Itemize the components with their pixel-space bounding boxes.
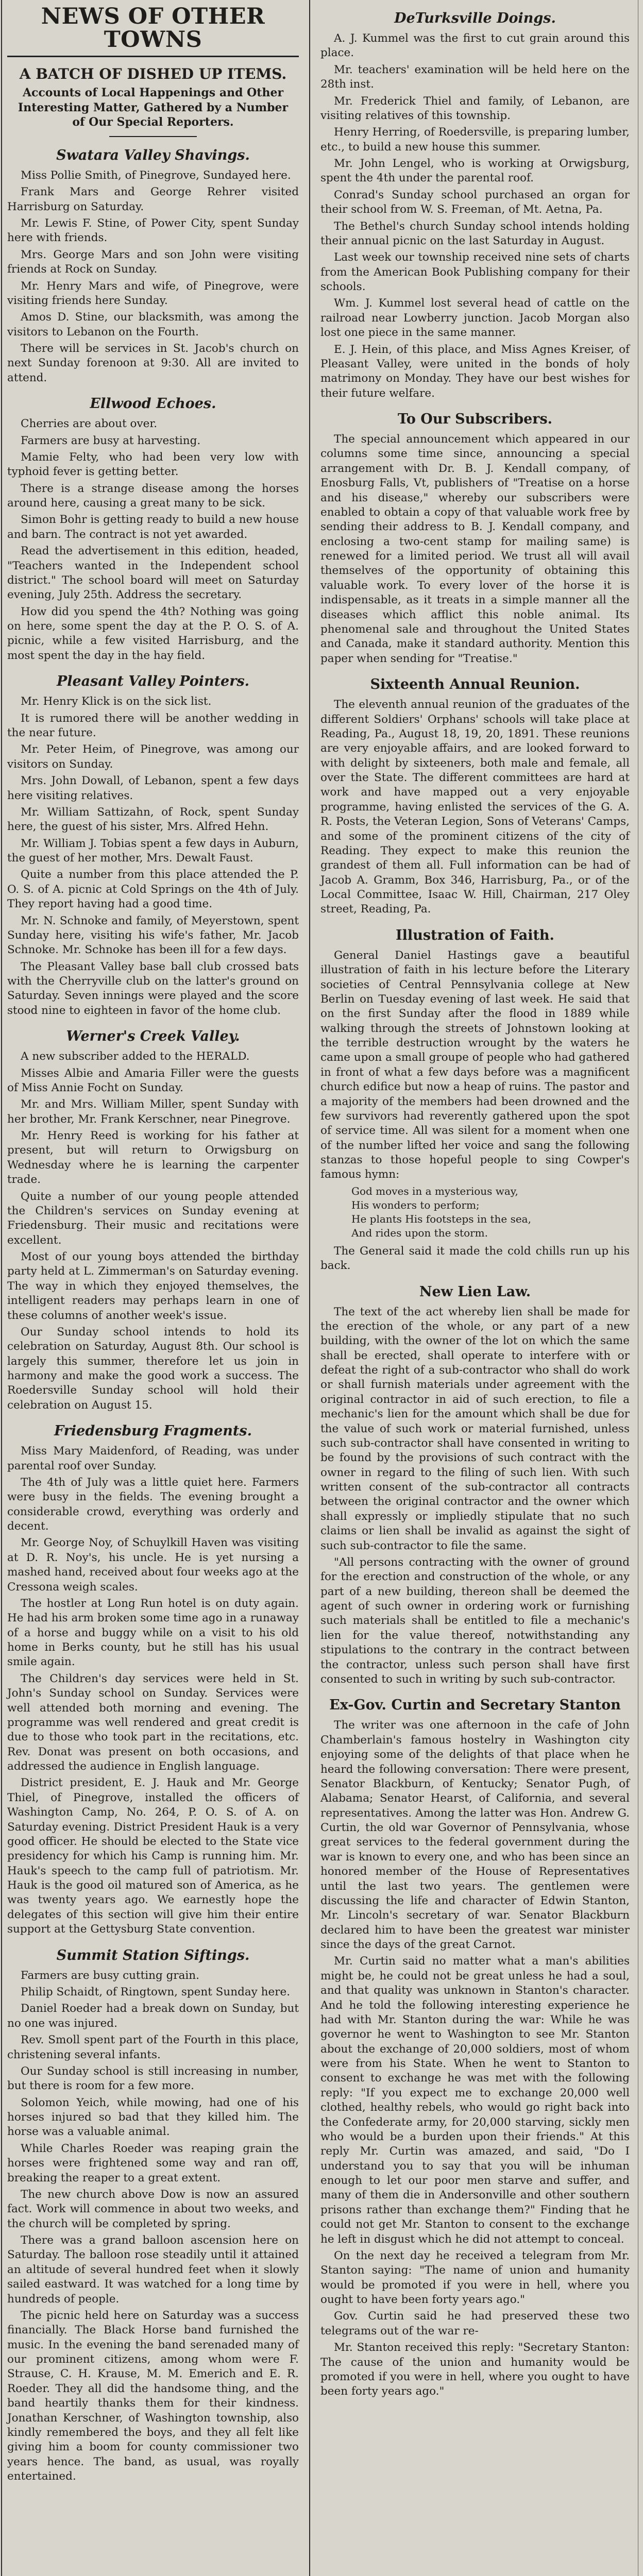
article-headline: Summit Station Siftings. [56,1947,250,1963]
article-paragraph: Quite a number from this place attended the P. O. S. of A. picnic at Cold Springs on the 4th of July. They report having had a good time. [7,868,299,911]
deck-subheadline: Accounts of Local Happenings and Other Interesting Matter, Gathered by a Number of Our Special Reporters. [18,86,289,129]
hymn-line: His wonders to perform; [351,1198,480,1211]
article-paragraph: A new subscriber added to the HERALD. [21,1050,250,1063]
article [320,10,630,401]
right-column [315,0,634,2576]
article [7,396,299,663]
article [320,1284,630,1687]
article-paragraph: Mr. Curtin said no matter what a man's abilities might be, he could not be great unless he had a soul, and that quality was unknown in Stanton's character. And he told the following interesting experience he had with Mr. Stanton during the war: While he was governor he went to Washington to see Mr. Stanton about the exchange of 20,000 soldiers, most of whom were from his State. When he went to Stanton to consent to exchange he was met with the following reply: "If you expect me to exchange 20,000 well clothed, healthy rebels, who would go right back into the Confederate army, for 20,000 starving, sickly men who would be a burden upon their friends." At this reply Mr. Curtin was amazed, and said, "Do I understand you to say that you will be inhuman enough to let our poor men starve and suffer, and many of them die in Andersonville and other southern prisons rather than exchange them?" Finding that he could not get Mr. Stanton to consent to the exchange he left in disgust which he did not attempt to conceal. [320,1955,630,2246]
article-headline: Swatara Valley Shavings. [56,147,250,163]
article-paragraph: The new church above Dow is now an assured fact. Work will commence in about two weeks, and the church will be completed by spring. [7,2188,299,2230]
article-paragraph: The text of the act whereby lien shall be made for the erection of the whole, or any part of a new building, with the owner of the lot on which the same shall be erected, shall operate to interfere with or defeat the right of a sub-contractor who shall do work or shall furnish materials under agreement with the original contractor in aid of such erection, to file a mechanic's lien for the amount which shall be due for the value of such work or material furnished, unless such sub-contractor shall have consented in writing to be found by the provisions of such contract with the owner in regard to the filing of such lien. With such written consent of the sub-contractor all contracts between the original contractor and the owner which shall expressly or impliedly stipulate that no such claims or lien shall be invalid as against the sight of such sub-contractor to file the same. [320,1305,630,1552]
article-headline: Werner's Creek Valley. [66,1028,240,1045]
article-paragraph: There will be services in St. Jacob's church on next Sunday forenoon at 9:30. All are invited to attend. [7,342,299,384]
article-paragraph: Read the advertisement in this edition, headed, "Teachers wanted in the Independent school district." The school board will meet on Saturday evening, July 25th. Address the secretary. [7,545,299,602]
article-paragraph: Miss Mary Maidenford, of Reading, was under parental roof over Sunday. [7,1445,299,1472]
masthead: NEWS OF OTHER TOWNS [7,5,299,57]
article [7,147,299,385]
article-paragraph: Mr. John Lengel, who is working at Orwigsburg, spent the 4th under the parental roof. [320,157,630,185]
left-articles [7,147,299,2484]
article-paragraph: Mr. Henry Klick is on the sick list. [21,695,212,708]
article-paragraph: Mrs. John Dowall, of Lebanon, spent a few days here visiting relatives. [7,774,299,802]
article-paragraph: Cherries are about over. [21,417,158,431]
article-paragraph: There is a strange disease among the horses around here, causing a great many to be sick. [7,482,299,510]
article-paragraph: Quite a number of our young people attended the Children's services on Sunday evening at Friedensburg. Their music and recitations were excellent. [7,1190,299,1247]
hymn-line: God moves in a mysterious way, [351,1184,518,1197]
article-paragraph: Simon Bohr is getting ready to build a new house and barn. The contract is not yet awarded. [7,513,299,541]
article-paragraph: "All persons contracting with the owner of ground for the erection and construction of the whole, or any part of a new building, thereon shall be deemed the agent of such owner in ordering work or furnishing such materials shall be entitled to file a mechanic's lien for the value thereof, notwithstanding any stipulations to the contrary in the contract between the contractor, unless such person shall have first consented to such in writing by such sub-contractor. [320,1555,630,1686]
article-headline: Illustration of Faith. [396,927,554,943]
article-paragraph: The 4th of July was a little quiet here. Farmers were busy in the fields. The evening brought a considerable crowd, everything was orderly and decent. [7,1476,299,1533]
article-paragraph: Mr. N. Schnoke and family, of Meyerstown, spent Sunday here, visiting his wife's father, Mr. Jacob Schnoke. Mr. Schnoke has been ill for a few days. [7,914,299,957]
article-headline: DeTurksville Doings. [394,10,556,26]
article-headline: New Lien Law. [419,1283,531,1300]
article-headline: Sixteenth Annual Reunion. [370,676,580,693]
article-paragraph: Solomon Yeich, while mowing, had one of his horses injured so bad that they killed him. The horse was a valuable animal. [7,2096,299,2139]
article-paragraph: The Children's day services were held in St. John's Sunday school on Sunday. Services were well attended both morning and evening. The programme was well rendered and great credit is due to those who took part in the recitations, etc. Rev. Donat was present on both occasions, and addressed the audience in English language. [7,1672,299,1773]
article-paragraph: On the next day he received a telegram from Mr. Stanton saying: "The name of union and humanity would be promoted if you were in hell, where you ought to have been forty years ago." [320,2249,630,2307]
article-paragraph: Mr. teachers' examination will be held here on the 28th inst. [320,63,630,91]
article-paragraph: Daniel Roeder had a break down on Sunday, but no one was injured. [7,2002,299,2030]
article-headline: To Our Subscribers. [397,411,553,428]
article-paragraph: The writer was one afternoon in the cafe of John Chamberlain's famous hostelry in Washington city enjoying some of the delights of that place when he heard the following conversation: There were present, Senator Blackburn, of Kentucky; Senator Pugh, of Alabama; Senator Hearst, of California, and several representatives. Among the latter was Hon. Andrew G. Curtin, the old war Governor of Pennsylvania, whose great services to the federal government during the war is known to every one, and who has been since an honored member of the House of Representatives until the last two years. The gentlemen were discussing the life and character of Edwin Stanton, Mr. Lincoln's secretary of war. Senator Blackburn declared him to have been the greatest war minister since the days of the great Carnot. [320,1719,630,1952]
article-paragraph: Mrs. George Mars and son John were visiting friends at Rock on Sunday. [7,248,299,276]
article [7,1947,299,2484]
article-paragraph: E. J. Hein, of this place, and Miss Agnes Kreiser, of Pleasant Valley, were united in the bonds of holy matrimony on Monday. They have our best wishes for their future welfare. [320,343,630,400]
article-paragraph: Farmers are busy cutting grain. [21,1969,199,1982]
article-paragraph: Mr. William Sattizahn, of Rock, spent Sunday here, the guest of his sister, Mrs. Alfred Hehn. [7,805,299,834]
article-paragraph: Henry Herring, of Roedersville, is preparing lumber, etc., to build a new house this summer. [320,126,630,154]
article-paragraph: Mr. George Noy, of Schuylkill Haven was visiting at D. R. Noy's, his uncle. He is yet nursing a mashed hand, received about four weeks ago at the Cressona weigh scales. [7,1536,299,1594]
article [320,1697,630,2399]
article [320,676,630,917]
article-paragraph: A. J. Kummel was the first to cut grain around this place. [320,32,630,60]
article-paragraph: Frank Mars and George Rehrer visited Harrisburg on Saturday. [7,185,299,213]
article-closing: The General said it made the cold chills run up his back. [320,1244,630,1273]
article-paragraph: The eleventh annual reunion of the graduates of the different Soldiers' Orphans' schools will take place at Reading, Pa., August 18, 19, 20, 1891. These reunions are very enjoyable affairs, and are looked forward to with delight by sixteeners, both male and female, all over the State. The different committees are hard at work and have mapped out a very enjoyable programme, having enlisted the services of the G. A. R. Posts, the Veteran Legion, Sons of Veterans' Camps, and some of the prominent citizens of the city of Reading. They expect to make this reunion the grandest of them all. Full information can be had of Jacob A. Gramm, Box 346, Harrisburg, Pa., or of the Local Committee, Isaac W. Hill, Chairman, 217 Oley street, Reading, Pa. [320,698,630,916]
article-paragraph: Mr. Peter Heim, of Pinegrove, was among our visitors on Sunday. [7,743,299,771]
article-paragraph: Farmers are busy at harvesting. [21,434,201,447]
hymn-line: And rides upon the storm. [351,1226,488,1239]
article-paragraph: Mr. William J. Tobias spent a few days in Auburn, the guest of her mother, Mrs. Dewalt Faust. [7,837,299,865]
article-paragraph: The Pleasant Valley base ball club crossed bats with the Cherryville club on the latter's ground on Saturday. Seven innings were played and the score stood nine to eighteen in favor of the home club. [7,960,299,1017]
article-paragraph: Mr. Stanton received this reply: "Secretary Stanton: The cause of the union and humanity would be promoted if you were in hell, where you ought to have been forty years ago." [320,2341,630,2398]
article-paragraph: Misses Albie and Amaria Filler were the guests of Miss Annie Focht on Sunday. [7,1066,299,1094]
article-headline: Ex-Gov. Curtin and Secretary Stanton [329,1697,621,1714]
article-paragraph: Mamie Felty, who had been very low with typhoid fever is getting better. [7,450,299,479]
article-paragraph: The Bethel's church Sunday school intends holding their annual picnic on the last Saturday in August. [320,219,630,247]
article-paragraph: Wm. J. Kummel lost several head of cattle on the railroad near Lowberry junction. Jacob Morgan also lost one piece in the same manner. [320,297,630,340]
article-paragraph: While Charles Roeder was reaping grain the horses were frightened some way and ran off, breaking the reaper to a great extent. [7,2142,299,2184]
hymn-stanza [351,1184,630,1240]
deck-headline: A BATCH OF DISHED UP ITEMS. [19,65,287,83]
article-paragraph: District president, E. J. Hauk and Mr. George Thiel, of Pinegrove, installed the officers of Washington Camp, No. 264, P. O. S. of A. on Saturday evening. District President Hauk is a very good officer. He should be elected to the State vice presidency for which his Camp is running him. Mr. Hauk's speech to the camp full of patriotism. Mr. Hauk is the good oil matured son of America, as he was twenty years ago. We earnestly hope the delegates of this section will give him their entire support at the Gettysburg State convention. [7,1776,299,1936]
article-paragraph: Mr. Lewis F. Stine, of Power City, spent Sunday here with friends. [7,217,299,245]
hymn-line: He plants His footsteps in the sea, [351,1212,531,1225]
left-column [2,0,303,2576]
article-paragraph: Most of our young boys attended the birthday party held at L. Zimmerman's on Saturday evening. The way in which they enjoyed themselves, the intelligent readers may perhaps learn in one of these columns of another week's issue. [7,1250,299,1322]
article-headline: Ellwood Echoes. [90,396,216,412]
article-paragraph: Our Sunday school is still increasing in number, but there is room for a few more. [7,2064,299,2093]
article-paragraph: Rev. Smoll spent part of the Fourth in this place, christening several infants. [7,2033,299,2061]
article-paragraph: There was a grand balloon ascension here on Saturday. The balloon rose steadily until it attained an altitude of several hundred feet when it slowly sailed eastward. It was watched for a long time by hundreds of people. [7,2234,299,2306]
article-paragraph: General Daniel Hastings gave a beautiful illustration of faith in his lecture before the Literary societies of Central Pennsylvania college at New Berlin on Tuesday evening of last week. He said that on the first Sunday after the flood in 1889 while walking through the streets of Johnstown looking at the terrible destruction wrought by the waters he came upon a small groupe of people who had gathered in front of what a few days before was a magnificent church edifice but now a heap of ruins. The pastor and a majority of the members had been drowned and the few survivors had reverently gathered upon the spot of service time. All was silent for a moment when one of the number lifted her voice and sang the following stanzas to those hopeful people to sing Cowper's famous hymn: [320,948,630,1181]
article-headline: Friedensburg Fragments. [54,1423,252,1439]
article-paragraph: The picnic held here on Saturday was a success financially. The Black Horse band furnished the music. In the evening the band serenaded many of our prominent citizens, among whom were F. Strause, C. H. Krause, M. M. Emerich and E. R. Roeder. They all did the handsome thing, and the band heartily thanks them for their kindness. Jonathan Kerschner, of Washington township, also kindly remembered the boys, and they all felt like giving him a boom for county commissioner two years hence. The band, as usual, was royally entertained. [7,2309,299,2483]
article-headline: Pleasant Valley Pointers. [56,673,250,690]
article [7,673,299,1018]
article [7,1423,299,1937]
article-paragraph: It is rumored there will be another wedding in the near future. [7,711,299,739]
article-paragraph: Our Sunday school intends to hold its celebration on Saturday, August 8th. Our school is largely this summer, therefore let us join in harmony and make the good work a success. The Roedersville Sunday school will hold their celebration on August 15. [7,1325,299,1412]
article-paragraph: The special announcement which appeared in our columns some time since, announcing a special arrangement with Dr. B. J. Kendall company, of Enosburg Falls, Vt, publishers of "Treatise on a horse and his disease," whereby our subscribers were enabled to obtain a copy of that valuable work free by sending their address to B. J. Kendall company, and enclosing a two-cent stamp for mailing same) is renewed for a limited period. We trust all will avail themselves of the opportunity of obtaining this valuable work. To every lover of the horse it is indispensable, as it treats in a simple manner all the diseases which afflict this noble animal. Its phenomenal sale and throughout the United States and Canada, make it standard authority. Mention this paper when sending for "Treatise." [320,433,630,665]
article-paragraph: The hostler at Long Run hotel is on duty again. He had his arm broken some time ago in a runaway of a horse and buggy while on a visit to his old home in Berks county, but he still has his usual smile again. [7,1597,299,1669]
article [320,411,630,666]
article-paragraph: Conrad's Sunday school purchased an organ for their school from W. S. Freeman, of Mt. Aetna, Pa. [320,188,630,216]
article-paragraph: Gov. Curtin said he had preserved these two telegrams out of the war re- [320,2310,630,2337]
column-divider [309,0,310,2576]
article-paragraph: Last week our township received nine sets of charts from the American Book Publishing company for their schools. [320,251,630,294]
right-articles [320,10,630,2399]
article [7,1028,299,1413]
article-paragraph: Mr. Frederick Thiel and family, of Lebanon, are visiting relatives of this township. [320,94,630,122]
article-paragraph: Mr. Henry Mars and wife, of Pinegrove, were visiting friends here Sunday. [7,279,299,307]
article-paragraph: Philip Schaidt, of Ringtown, spent Sunday here. [21,1986,291,1999]
deck-rule [109,136,197,137]
article-paragraph: Mr. and Mrs. William Miller, spent Sunday with her brother, Mr. Frank Kerschner, near Pinegrove. [7,1098,299,1126]
article-paragraph: How did you spend the 4th? Nothing was going on here, some spent the day at the P. O. S. of A. picnic, while a few visited Harrisburg, and the most spent the day in the hay field. [7,605,299,662]
article-paragraph: Amos D. Stine, our blacksmith, was among the visitors to Lebanon on the Fourth. [7,311,299,338]
article-paragraph: Miss Pollie Smith, of Pinegrove, Sundayed here. [21,168,291,182]
article [320,927,630,1274]
article-paragraph: Mr. Henry Reed is working for his father at present, but will return to Orwigsburg on Wednesday where he is learning the carpenter trade. [7,1129,299,1187]
